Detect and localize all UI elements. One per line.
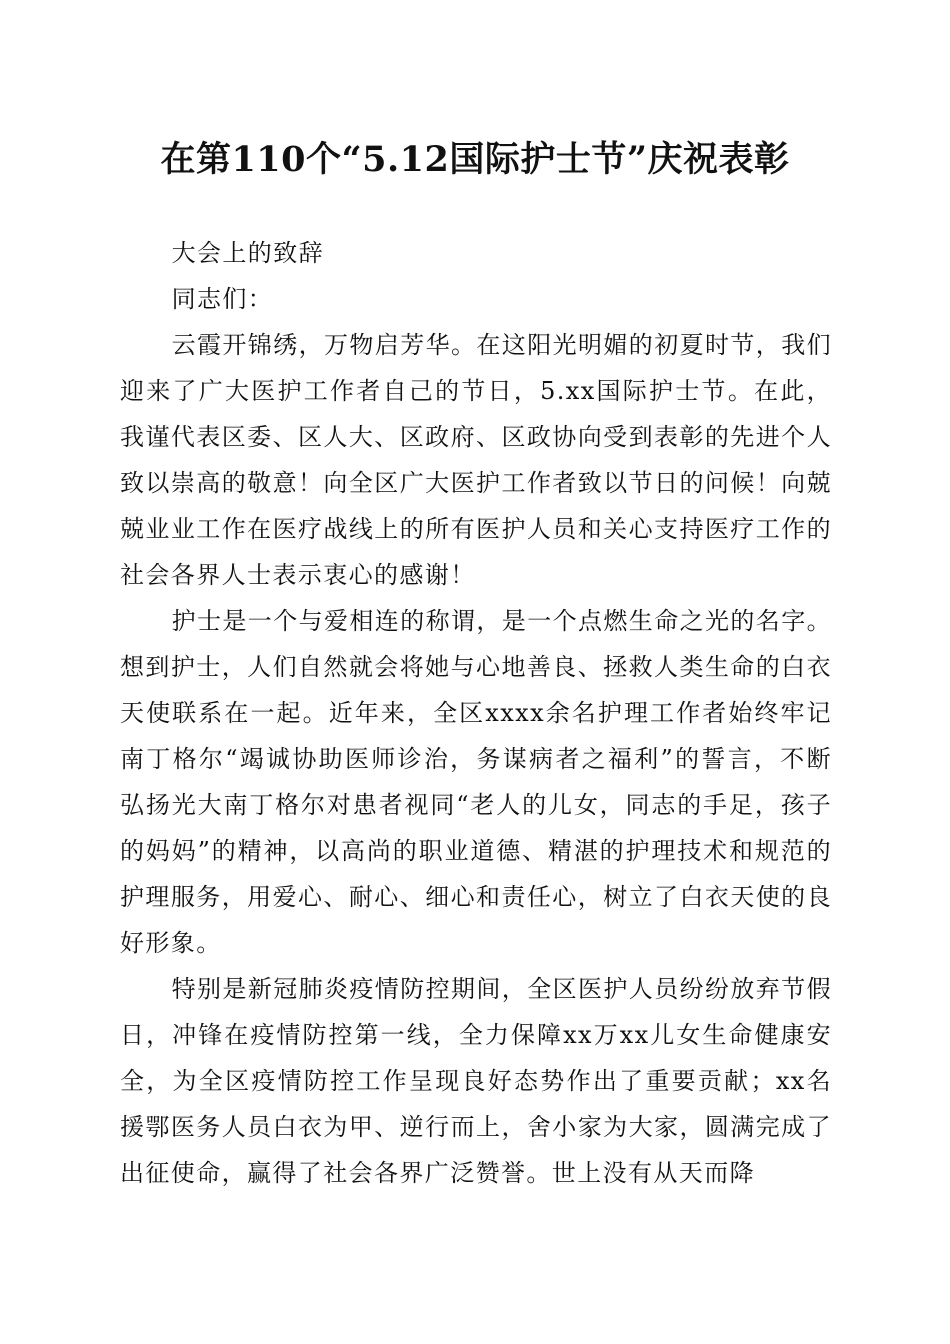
document-title: 在第110个“5.12国际护士节”庆祝表彰 [160, 139, 790, 180]
paragraph: 特别是新冠肺炎疫情防控期间，全区医护人员纷纷放弃节假日，冲锋在疫情防控第一线，全力保障xx万xx儿女生命健康安全，为全区疫情防控工作呈现良好态势作出了重要贡献；xx名援鄂医务人员白衣为甲、逆行而上，舍小家为大家，圆满完成了出征使命，赢得了社会各界广泛赞誉。世上没有从天而降 [120, 975, 832, 1187]
title-continuation: 大会上的致辞 [171, 239, 324, 267]
paragraph: 护士是一个与爱相连的称谓，是一个点燃生命之光的名字。想到护士，人们自然就会将她与心地善良、拯救人类生命的白衣天使联系在一起。近年来，全区xxxx余名护理工作者始终牢记南丁格尔“竭诚协助医师诊治，务谋病者之福利”的誓言，不断弘扬光大南丁格尔对患者视同“老人的儿女，同志的手足，孩子的妈妈”的精神，以高尚的职业道德、精湛的护理技术和规范的护理服务，用爱心、耐心、细心和责任心，树立了白衣天使的良好形象。 [120, 607, 832, 957]
document-body [120, 230, 832, 1196]
salutation: 同志们： [171, 285, 274, 313]
paragraph: 云霞开锦绣，万物启芳华。在这阳光明媚的初夏时节，我们迎来了广大医护工作者自己的节日，5.xx国际护士节。在此，我谨代表区委、区人大、区政府、区政协向受到表彰的先进个人致以崇高的敬意！向全区广大医护工作者致以节日的问候！向兢兢业业工作在医疗战线上的所有医护人员和关心支持医疗工作的社会各界人士表示衷心的感谢！ [120, 331, 832, 589]
